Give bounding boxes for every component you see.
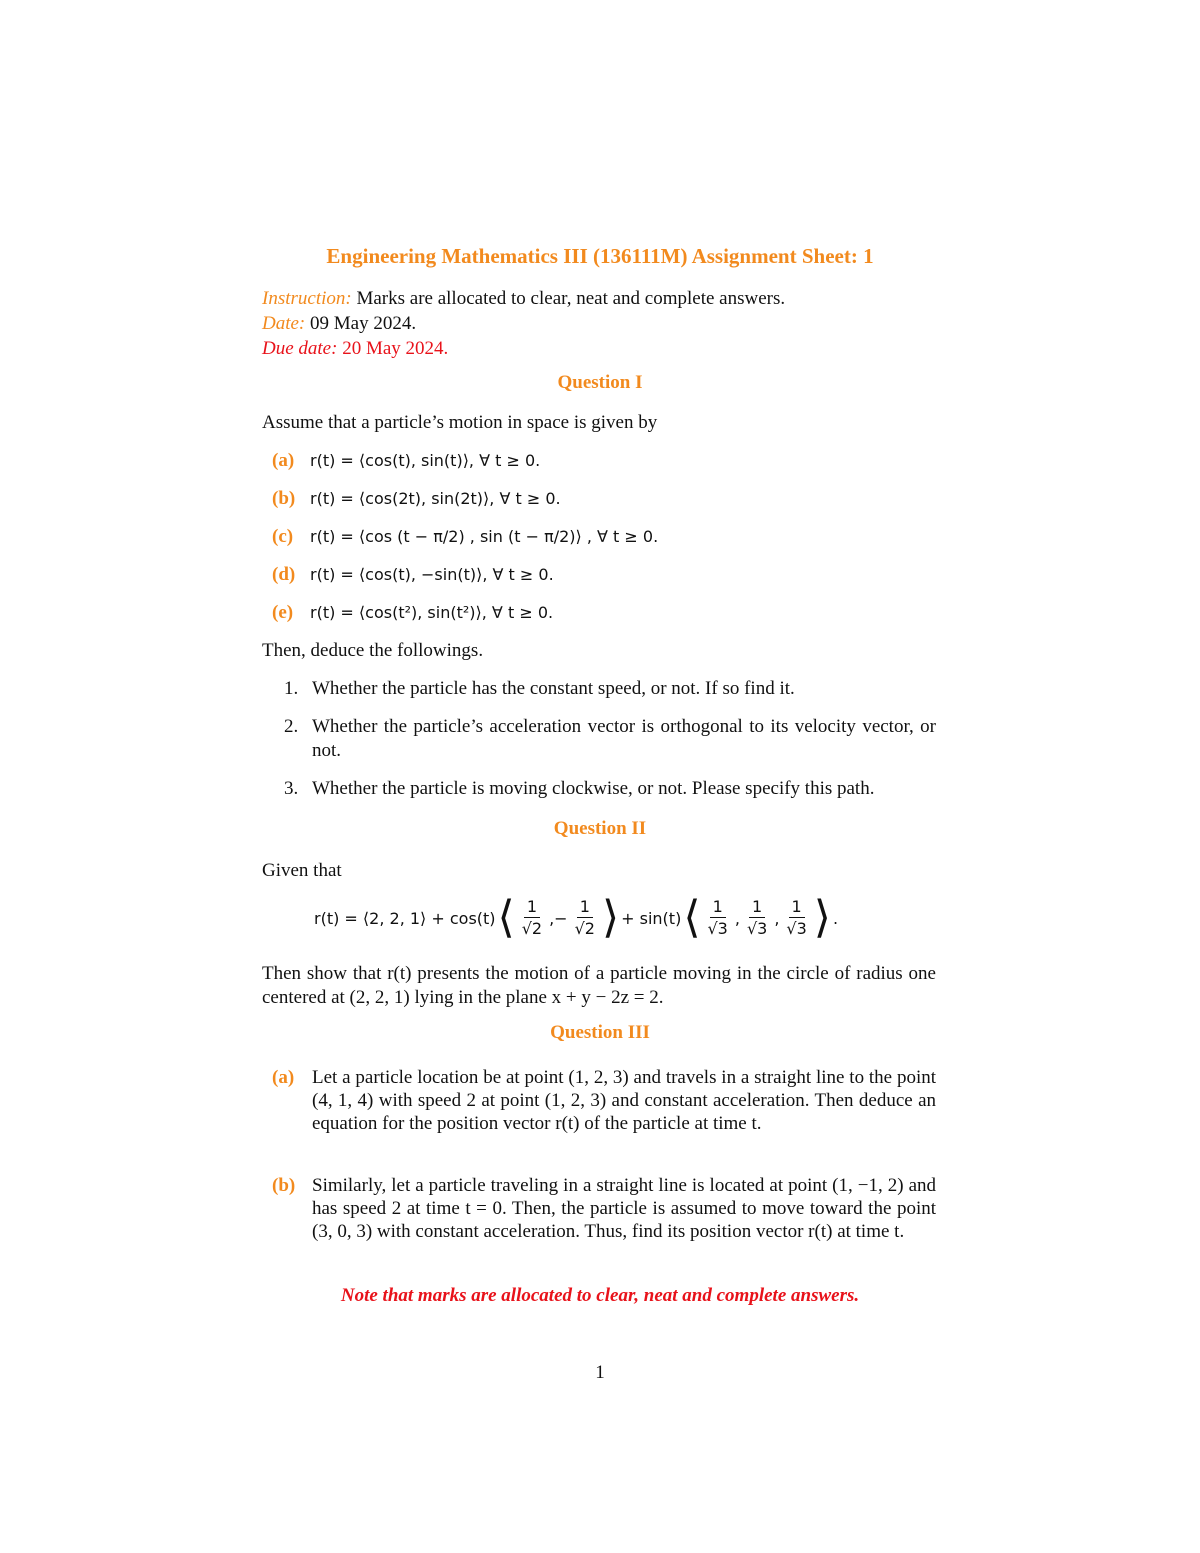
equation-lhs: r(t) = ⟨2, 2, 1⟩ + cos(t) <box>314 908 496 928</box>
left-angle-bracket: ⟨ <box>497 892 515 943</box>
due-date-line <box>262 338 448 360</box>
date-line <box>262 313 416 335</box>
page-number: 1 <box>595 1362 605 1383</box>
fraction: $\frac{1}{√2}$ <box>521 896 543 938</box>
q1-part-label: (e) <box>272 602 294 623</box>
q1-part-label: (a) <box>272 450 295 471</box>
right-angle-bracket: ⟩ <box>813 892 831 943</box>
q3-part-a <box>272 1066 936 1135</box>
fraction: $\frac{1}{√3}$ <box>786 896 807 938</box>
task-number: 3. <box>284 778 299 799</box>
question-2-heading: Question II <box>553 818 647 839</box>
task-number: 2. <box>284 716 299 737</box>
date-label: Date: <box>262 313 306 334</box>
task-text: Whether the particle’s acceleration vector is orthogonal to its velocity vector, or not. <box>312 716 936 761</box>
q1-part-expression: r(t) = ⟨cos(t²), sin(t²)⟩, ∀ t ≥ 0. <box>310 603 554 622</box>
instruction-text: Marks are allocated to clear, neat and complete answers. <box>356 288 786 309</box>
fraction: $\frac{1}{√2}$ <box>574 896 595 938</box>
task-text: Whether the particle has the constant speed, or not. If so find it. <box>312 678 795 699</box>
equation-middle: + sin(t) <box>621 908 682 928</box>
q1-part-c <box>272 526 658 548</box>
q3-part-text: Let a particle location be at point (1, 2, 3) and travels in a straight line to the point (4, 1, 4) with speed 2 at point (1, 2, 3) and constant acceleration. Then deduce an equation for the position vector r(t) of the particle at time t. <box>312 1067 936 1134</box>
instruction-label: Instruction: <box>262 288 352 309</box>
question-2-equation <box>314 892 839 943</box>
q1-part-expression: r(t) = ⟨cos(t), −sin(t)⟩, ∀ t ≥ 0. <box>310 565 554 584</box>
due-date-value: 20 May 2024. <box>342 338 449 359</box>
q1-part-label: (c) <box>272 526 294 547</box>
question-1-intro: Assume that a particle’s motion in space is given by <box>262 412 658 433</box>
q3-part-label: (a) <box>272 1067 295 1088</box>
question-2-text: Then show that r(t) presents the motion of a particle moving in the circle of radius one centered at (2, 2, 1) lying in the plane x + y − 2z = 2. <box>262 963 936 1008</box>
footer-note: Note that marks are allocated to clear, neat and complete answers. <box>340 1285 860 1306</box>
q1-part-label: (b) <box>272 488 296 509</box>
q3-part-b <box>272 1174 936 1243</box>
question-1-deduce: Then, deduce the followings. <box>262 640 484 661</box>
task-number: 1. <box>284 678 299 699</box>
q1-part-label: (d) <box>272 564 296 585</box>
question-3-heading: Question III <box>550 1022 650 1043</box>
fraction: $\frac{1}{√3}$ <box>707 896 728 938</box>
left-angle-bracket: ⟨ <box>683 892 701 943</box>
period: . <box>832 908 839 928</box>
task-text: Whether the particle is moving clockwise, or not. Please specify this path. <box>312 778 875 799</box>
right-angle-bracket: ⟩ <box>601 892 620 943</box>
fraction: $\frac{1}{√3}$ <box>746 896 768 938</box>
instruction-line <box>262 288 785 310</box>
date-value: 09 May 2024. <box>310 313 417 334</box>
q1-part-b <box>272 488 561 510</box>
comma: , <box>734 908 740 928</box>
q1-part-d <box>272 564 554 586</box>
document-title: Engineering Mathematics III (136111M) Assignment Sheet: 1 <box>326 244 874 268</box>
comma: , <box>774 908 780 928</box>
due-date-label: Due date: <box>262 338 338 359</box>
question-2-intro: Given that <box>262 860 342 881</box>
comma: ,− <box>549 908 568 928</box>
q1-part-expression: r(t) = ⟨cos(t), sin(t)⟩, ∀ t ≥ 0. <box>310 451 541 470</box>
q1-part-a <box>272 450 540 472</box>
q1-part-expression: r(t) = ⟨cos (t − π/2) , sin (t − π/2)⟩ , ∀ t ≥ 0. <box>310 527 659 546</box>
q3-part-text: Similarly, let a particle traveling in a straight line is located at point (1, −1, 2) and has speed 2 at time t = 0. Then, the particle is assumed to move toward the point (3, 0, 3) with constant acceleration. Thus, find its position vector r(t) at time t. <box>312 1175 936 1242</box>
question-1-heading: Question I <box>557 372 643 393</box>
q3-part-label: (b) <box>272 1175 296 1196</box>
q1-part-expression: r(t) = ⟨cos(2t), sin(2t)⟩, ∀ t ≥ 0. <box>310 489 561 508</box>
q1-part-e <box>272 602 553 624</box>
